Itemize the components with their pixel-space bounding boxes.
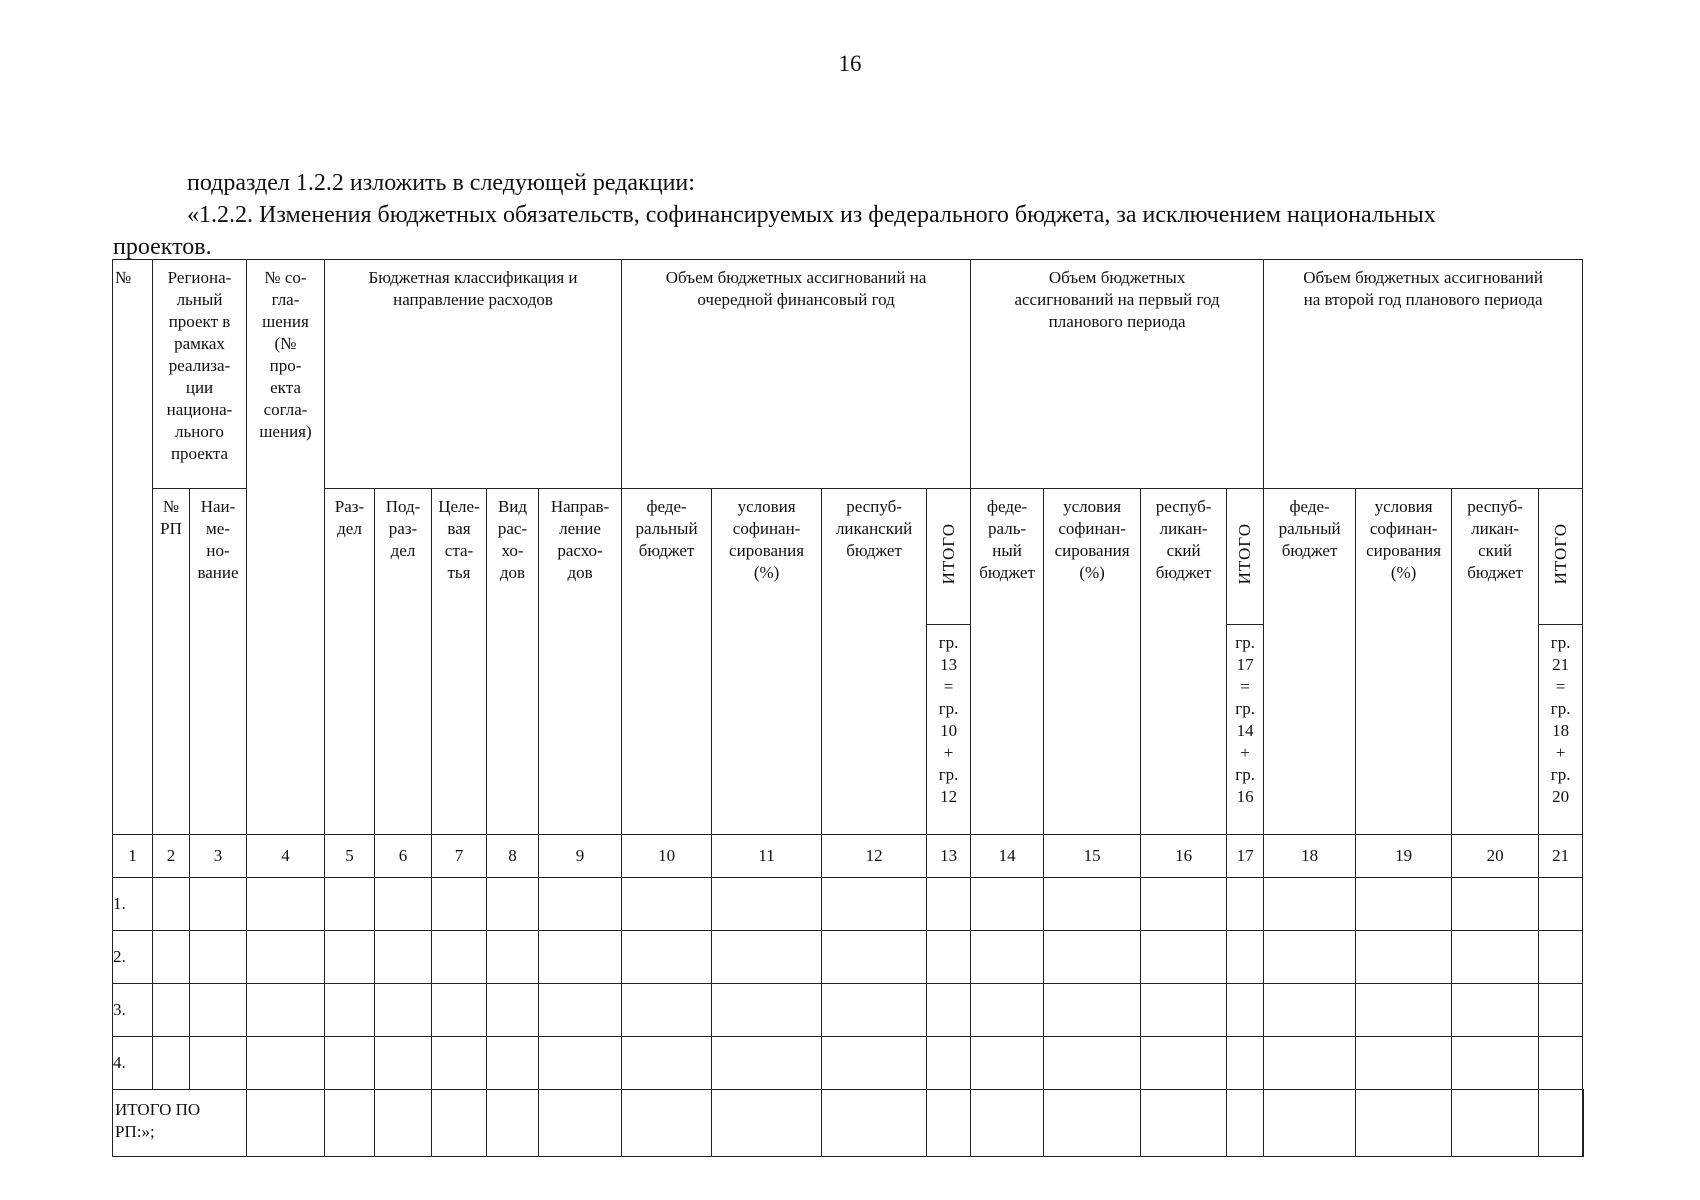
table-cell bbox=[375, 878, 432, 931]
volume-first-plan-year-header: Объем бюджетных ассигнований на первый год планового периода bbox=[971, 260, 1264, 489]
column-number: 17 bbox=[1227, 835, 1264, 878]
table-cell bbox=[712, 1037, 822, 1090]
column-number: 21 bbox=[1539, 835, 1583, 878]
itogo-header-3 bbox=[1539, 489, 1583, 625]
row-number: 1. bbox=[113, 878, 153, 931]
razdel-header: Раз- дел bbox=[325, 489, 375, 835]
table-cell bbox=[712, 931, 822, 984]
table-cell bbox=[1264, 984, 1356, 1037]
itogo-label-3: ИТОГО bbox=[1550, 522, 1570, 585]
column-number: 10 bbox=[622, 835, 712, 878]
table-cell bbox=[487, 931, 539, 984]
table-cell bbox=[1539, 931, 1583, 984]
column-number: 11 bbox=[712, 835, 822, 878]
total-label: ИТОГО ПО РП:»; bbox=[113, 1090, 247, 1157]
table-cell bbox=[1452, 1090, 1539, 1157]
table-row bbox=[113, 984, 1584, 1037]
expense-type-header: Вид рас- хо- дов bbox=[487, 489, 539, 835]
column-number: 16 bbox=[1141, 835, 1227, 878]
table-cell bbox=[432, 931, 487, 984]
table-cell bbox=[153, 878, 190, 931]
table-cell bbox=[247, 878, 325, 931]
table-cell bbox=[971, 984, 1044, 1037]
table-cell bbox=[927, 984, 971, 1037]
table-cell bbox=[190, 984, 247, 1037]
table-cell bbox=[153, 984, 190, 1037]
table-cell bbox=[712, 984, 822, 1037]
table-cell bbox=[971, 878, 1044, 931]
table-cell bbox=[822, 931, 927, 984]
table-cell bbox=[822, 1090, 927, 1157]
table-cell bbox=[1264, 1037, 1356, 1090]
column-number: 1 bbox=[113, 835, 153, 878]
table-cell bbox=[539, 878, 622, 931]
table-cell bbox=[487, 1037, 539, 1090]
volume-current-year-header: Объем бюджетных ассигнований на очередной финансовый год bbox=[622, 260, 971, 489]
total-row bbox=[113, 1090, 1584, 1157]
table-cell bbox=[1452, 1037, 1539, 1090]
budget-obligations-table bbox=[112, 259, 1584, 1157]
table-cell bbox=[1141, 1037, 1227, 1090]
intro-line-3: проектов. bbox=[113, 234, 212, 260]
table-cell bbox=[1583, 1090, 1584, 1157]
header-row-2 bbox=[113, 489, 1584, 625]
table-cell bbox=[1356, 878, 1452, 931]
agreement-no-header: № со- гла- шения (№ про- екта согла- шения) bbox=[247, 260, 325, 835]
intro-line-2: «1.2.2. Изменения бюджетных обязательств, софинансируемых из федерального бюджета, за исключением национальных bbox=[187, 202, 1436, 228]
column-number: 14 bbox=[971, 835, 1044, 878]
column-number: 2 bbox=[153, 835, 190, 878]
table-cell bbox=[1227, 984, 1264, 1037]
table-cell bbox=[325, 931, 375, 984]
table-cell bbox=[1356, 1037, 1452, 1090]
table-cell bbox=[1044, 1090, 1141, 1157]
federal-budget-header-3: феде- ральный бюджет bbox=[1264, 489, 1356, 835]
table-cell bbox=[622, 931, 712, 984]
budget-classification-header: Бюджетная классификация и направление расходов bbox=[325, 260, 622, 489]
formula-13: гр. 13 = гр. 10 + гр. 12 bbox=[927, 625, 971, 835]
table-cell bbox=[712, 878, 822, 931]
table-cell bbox=[539, 931, 622, 984]
table-cell bbox=[325, 878, 375, 931]
column-number: 6 bbox=[375, 835, 432, 878]
row-number: 3. bbox=[113, 984, 153, 1037]
table-row bbox=[113, 1037, 1584, 1090]
table-cell bbox=[1044, 984, 1141, 1037]
table-cell bbox=[1452, 931, 1539, 984]
table-cell bbox=[487, 984, 539, 1037]
table-cell bbox=[1539, 1037, 1583, 1090]
column-number: 20 bbox=[1452, 835, 1539, 878]
table-cell bbox=[822, 878, 927, 931]
table-cell bbox=[247, 1090, 325, 1157]
table-cell bbox=[822, 984, 927, 1037]
table-cell bbox=[971, 1037, 1044, 1090]
table-cell bbox=[153, 1037, 190, 1090]
formula-21: гр. 21 = гр. 18 + гр. 20 bbox=[1539, 625, 1583, 835]
table-cell bbox=[325, 984, 375, 1037]
column-number: 7 bbox=[432, 835, 487, 878]
republic-budget-header-1: респуб- ликанский бюджет bbox=[822, 489, 927, 835]
intro-line-1: подраздел 1.2.2 изложить в следующей редакции: bbox=[187, 170, 695, 196]
cofinancing-header-2: условия софинан- сирования (%) bbox=[1044, 489, 1141, 835]
column-number: 5 bbox=[325, 835, 375, 878]
table-cell bbox=[622, 1037, 712, 1090]
table-cell bbox=[325, 1037, 375, 1090]
table-cell bbox=[247, 1037, 325, 1090]
volume-second-plan-year-header: Объем бюджетных ассигнований на второй год планового периода bbox=[1264, 260, 1583, 489]
federal-budget-header-2: феде- раль- ный бюджет bbox=[971, 489, 1044, 835]
table-cell bbox=[1141, 931, 1227, 984]
col-no-header: № bbox=[113, 260, 153, 835]
column-number: 18 bbox=[1264, 835, 1356, 878]
table-cell bbox=[432, 984, 487, 1037]
target-article-header: Целе- вая ста- тья bbox=[432, 489, 487, 835]
table-cell bbox=[190, 1037, 247, 1090]
table-cell bbox=[1227, 878, 1264, 931]
table-cell bbox=[1356, 1090, 1452, 1157]
column-number: 19 bbox=[1356, 835, 1452, 878]
table-cell bbox=[539, 1037, 622, 1090]
row-number: 2. bbox=[113, 931, 153, 984]
column-number: 15 bbox=[1044, 835, 1141, 878]
table-cell bbox=[487, 878, 539, 931]
federal-budget-header-1: феде- ральный бюджет bbox=[622, 489, 712, 835]
table-cell bbox=[375, 984, 432, 1037]
table-cell bbox=[1044, 878, 1141, 931]
itogo-label-2: ИТОГО bbox=[1235, 522, 1255, 585]
table-cell bbox=[1356, 931, 1452, 984]
table-cell bbox=[622, 984, 712, 1037]
table-cell bbox=[971, 1090, 1044, 1157]
republic-budget-header-2: респуб- ликан- ский бюджет bbox=[1141, 489, 1227, 835]
column-number: 9 bbox=[539, 835, 622, 878]
table-cell bbox=[432, 1090, 487, 1157]
table-cell bbox=[1264, 1090, 1356, 1157]
table-cell bbox=[1044, 931, 1141, 984]
itogo-label-1: ИТОГО bbox=[938, 522, 958, 585]
table-cell bbox=[375, 1037, 432, 1090]
rp-no-header: № РП bbox=[153, 489, 190, 835]
table-cell bbox=[190, 931, 247, 984]
table-cell bbox=[153, 931, 190, 984]
table-cell bbox=[1452, 984, 1539, 1037]
table-cell bbox=[1227, 931, 1264, 984]
table-cell bbox=[822, 1037, 927, 1090]
table-cell bbox=[487, 1090, 539, 1157]
header-row-1 bbox=[113, 260, 1584, 489]
table-cell bbox=[622, 878, 712, 931]
table-cell bbox=[539, 1090, 622, 1157]
column-number: 4 bbox=[247, 835, 325, 878]
table-cell bbox=[927, 931, 971, 984]
table-cell bbox=[1141, 984, 1227, 1037]
table-cell bbox=[1452, 878, 1539, 931]
table-row bbox=[113, 878, 1584, 931]
cofinancing-header-3: условия софинан- сирования (%) bbox=[1356, 489, 1452, 835]
itogo-header-2 bbox=[1227, 489, 1264, 625]
table-cell bbox=[622, 1090, 712, 1157]
table-cell bbox=[971, 931, 1044, 984]
table-cell bbox=[1141, 878, 1227, 931]
table-cell bbox=[247, 984, 325, 1037]
column-number: 3 bbox=[190, 835, 247, 878]
column-number: 13 bbox=[927, 835, 971, 878]
table-cell bbox=[712, 1090, 822, 1157]
table-cell bbox=[1264, 878, 1356, 931]
table-row bbox=[113, 931, 1584, 984]
column-number-row bbox=[113, 835, 1584, 878]
formula-17: гр. 17 = гр. 14 + гр. 16 bbox=[1227, 625, 1264, 835]
rp-name-header: Наи- ме- но- вание bbox=[190, 489, 247, 835]
table-cell bbox=[375, 1090, 432, 1157]
table-cell bbox=[1227, 1090, 1264, 1157]
table-cell bbox=[247, 931, 325, 984]
table-cell bbox=[1264, 931, 1356, 984]
table-cell bbox=[1227, 1037, 1264, 1090]
table-cell bbox=[1539, 1090, 1583, 1157]
column-number: 8 bbox=[487, 835, 539, 878]
row-number: 4. bbox=[113, 1037, 153, 1090]
table-cell bbox=[1356, 984, 1452, 1037]
table-cell bbox=[432, 878, 487, 931]
page-number: 16 bbox=[838, 51, 862, 76]
table-cell bbox=[539, 984, 622, 1037]
table-cell bbox=[1141, 1090, 1227, 1157]
table-cell bbox=[1044, 1037, 1141, 1090]
table-cell bbox=[432, 1037, 487, 1090]
republic-budget-header-3: респуб- ликан- ский бюджет bbox=[1452, 489, 1539, 835]
table-cell bbox=[927, 1037, 971, 1090]
itogo-header-1 bbox=[927, 489, 971, 625]
table-cell bbox=[927, 1090, 971, 1157]
table-cell bbox=[375, 931, 432, 984]
table-cell bbox=[190, 878, 247, 931]
table-cell bbox=[325, 1090, 375, 1157]
table-cell bbox=[927, 878, 971, 931]
table-cell bbox=[1539, 878, 1583, 931]
regional-project-header: Регионa- льный проект в рамках реализа- ции национа- льного проекта bbox=[153, 260, 247, 489]
direction-header: Направ- ление расхо- дов bbox=[539, 489, 622, 835]
table-cell bbox=[1539, 984, 1583, 1037]
podrazdel-header: Под- раз- дел bbox=[375, 489, 432, 835]
column-number: 12 bbox=[822, 835, 927, 878]
cofinancing-header-1: условия софинан- сирования (%) bbox=[712, 489, 822, 835]
